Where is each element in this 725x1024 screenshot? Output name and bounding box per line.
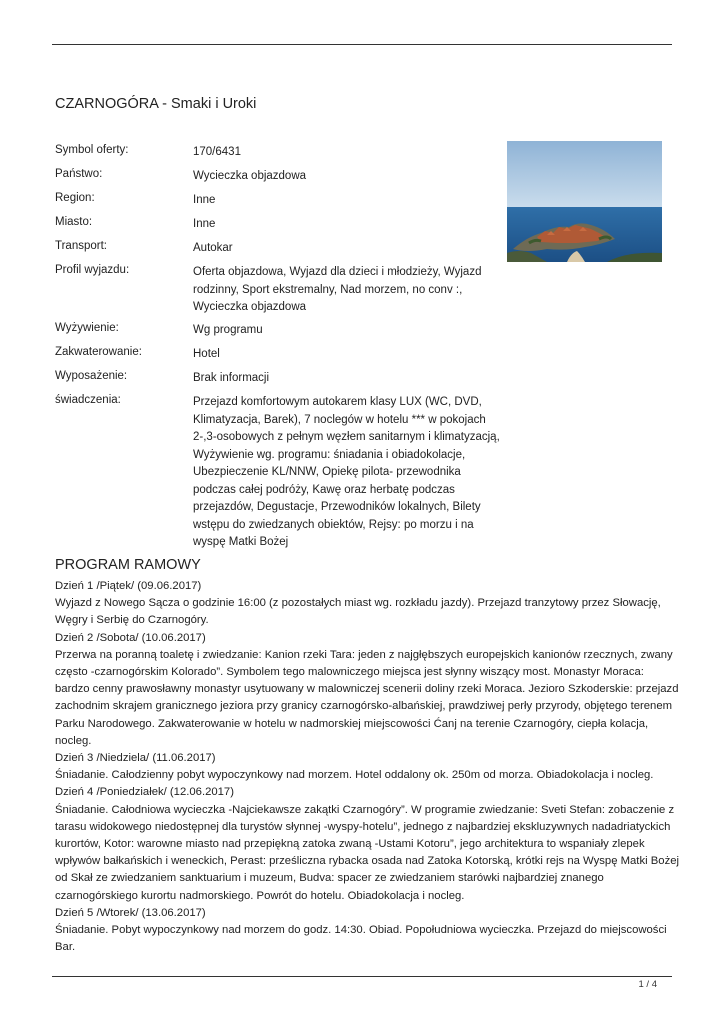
day-description: Śniadanie. Pobyt wypoczynkowy nad morzem do godz. 14:30. Obiad. Popołudniowa wycieczka. Przejazd do miejscowości Bar. [55, 924, 667, 954]
detail-label: Transport: [55, 240, 107, 252]
detail-value: Przejazd komfortowym autokarem klasy LUX (WC, DVD, Klimatyzacja, Barek), 7 noclegów w hotelu *** w pokojach 2-,3-osobowych z pełnym węzłem sanitarnym i klimatyzacją, Wyżywienie wg. programu: śniadania i obiadokolacje, Ubezpieczenie KL/NNW, Opiekę pilota- przewodnika podczas całej podróży, Kawę oraz herbatę podczas przejazdów, Degustacje, Przewodników lokalnych, Bilety wstępu do zwiedzanych obiektów, Rejsy: po morzu i na wyspę Matki Bożej [193, 396, 500, 548]
day-heading: Dzień 2 /Sobota/ (10.06.2017) [55, 631, 206, 644]
day-heading: Dzień 4 /Poniedziałek/ (12.06.2017) [55, 786, 234, 799]
day-description: Śniadanie. Całodzienny pobyt wypoczynkowy nad morzem. Hotel oddalony ok. 250m od morza. Obiadokolacja i nocleg. [55, 769, 654, 782]
detail-value: Wg programu [193, 324, 263, 336]
day-heading: Dzień 1 /Piątek/ (09.06.2017) [55, 580, 202, 592]
day-heading: Dzień 3 /Niedziela/ (11.06.2017) [55, 752, 216, 765]
footer-rule [52, 976, 672, 977]
day-description: Wyjazd z Nowego Sącza o godzinie 16:00 (z pozostałych miast wg. rozkładu jazdy). Przejazd tranzytowy przez Słowację, Węgry i Serbię do Czarnogóry. [55, 597, 661, 627]
detail-value: 170/6431 [193, 146, 241, 158]
program-title: PROGRAM RAMOWY [55, 557, 201, 573]
island-photo [507, 141, 662, 262]
detail-value: Brak informacji [193, 372, 270, 384]
detail-value: Inne [193, 218, 216, 230]
detail-label: Zakwaterowanie: [55, 346, 142, 358]
program-text [55, 578, 680, 956]
detail-label: Region: [55, 192, 95, 204]
detail-label: Wyżywienie: [55, 322, 119, 334]
day-heading: Dzień 5 /Wtorek/ (13.06.2017) [55, 906, 206, 919]
page-number: 1 / 4 [638, 979, 657, 990]
header-rule [52, 44, 672, 45]
detail-value: Hotel [193, 348, 220, 360]
detail-value: Inne [193, 194, 216, 206]
detail-value: Autokar [193, 242, 233, 254]
offer-title: CZARNOGÓRA - Smaki i Uroki [55, 96, 257, 112]
detail-label: Symbol oferty: [55, 144, 129, 156]
detail-label: świadczenia: [55, 394, 121, 406]
detail-label: Wyposażenie: [55, 370, 128, 382]
day-description: Przerwa na poranną toaletę i zwiedzanie: Kanion rzeki Tara: jeden z najgłębszych europejskich kanionów rzecznych, zwany często -czarnogórskim Kolorado”. Symbolem tego malowniczego miejsca jest słynny wiszący most. Monastyr Moraca: bardzo cenny prawosławny monastyr usytuowany w malowniczej scenerii doliny rzeki Moraca. Jezioro Szkoderskie: przejazd zachodnim skrajem granicznego jeziora przy granicy czarnogórsko-albańskiej, prawdziwej perły przyrody, objętego terenem Parku Narodowego. Zakwaterowanie w hotelu w nadmorskiej miejscowości Ćanj na terenie Czarnogóry, ciepła kolacja, nocleg. [55, 648, 679, 747]
day-description: Śniadanie. Całodniowa wycieczka -Najciekawsze zakątki Czarnogóry”. W programie zwiedzanie: Sveti Stefan: zobaczenie z tarasu widokowego niedostępnej dla turystów słynnej -wyspy-hotelu”, jednego z najbardziej ekskluzywnych nadadriatyckich kurortów, Kotor: warowne miasto nad przepiękną zatoka zwaną -Ustami Kotoru”, jego architektura to wspaniały zlepek wpływów bałkańskich i weneckich, Perast: prześliczna rybacka osada nad Zatoka Kotorską, krótki rejs na Wyspę Matki Bożej od Skał ze zwiedzaniem sanktuarium i muzeum, Budva: spacer ze zwiedzaniem starówki najbardziej znanego czarnogórskiego kurortu nadmorskiego. Powrót do hotelu. Obiadokolacja i nocleg. [55, 803, 680, 902]
detail-label: Miasto: [55, 216, 93, 228]
detail-value: Wycieczka objazdowa [193, 170, 307, 182]
detail-value: Oferta objazdowa, Wyjazd dla dzieci i młodzieży, Wyjazd rodzinny, Sport ekstremalny, Nad morzem, no conv :, Wycieczka objazdowa [193, 266, 482, 313]
detail-label: Państwo: [55, 168, 103, 180]
detail-label: Profil wyjazdu: [55, 264, 130, 276]
